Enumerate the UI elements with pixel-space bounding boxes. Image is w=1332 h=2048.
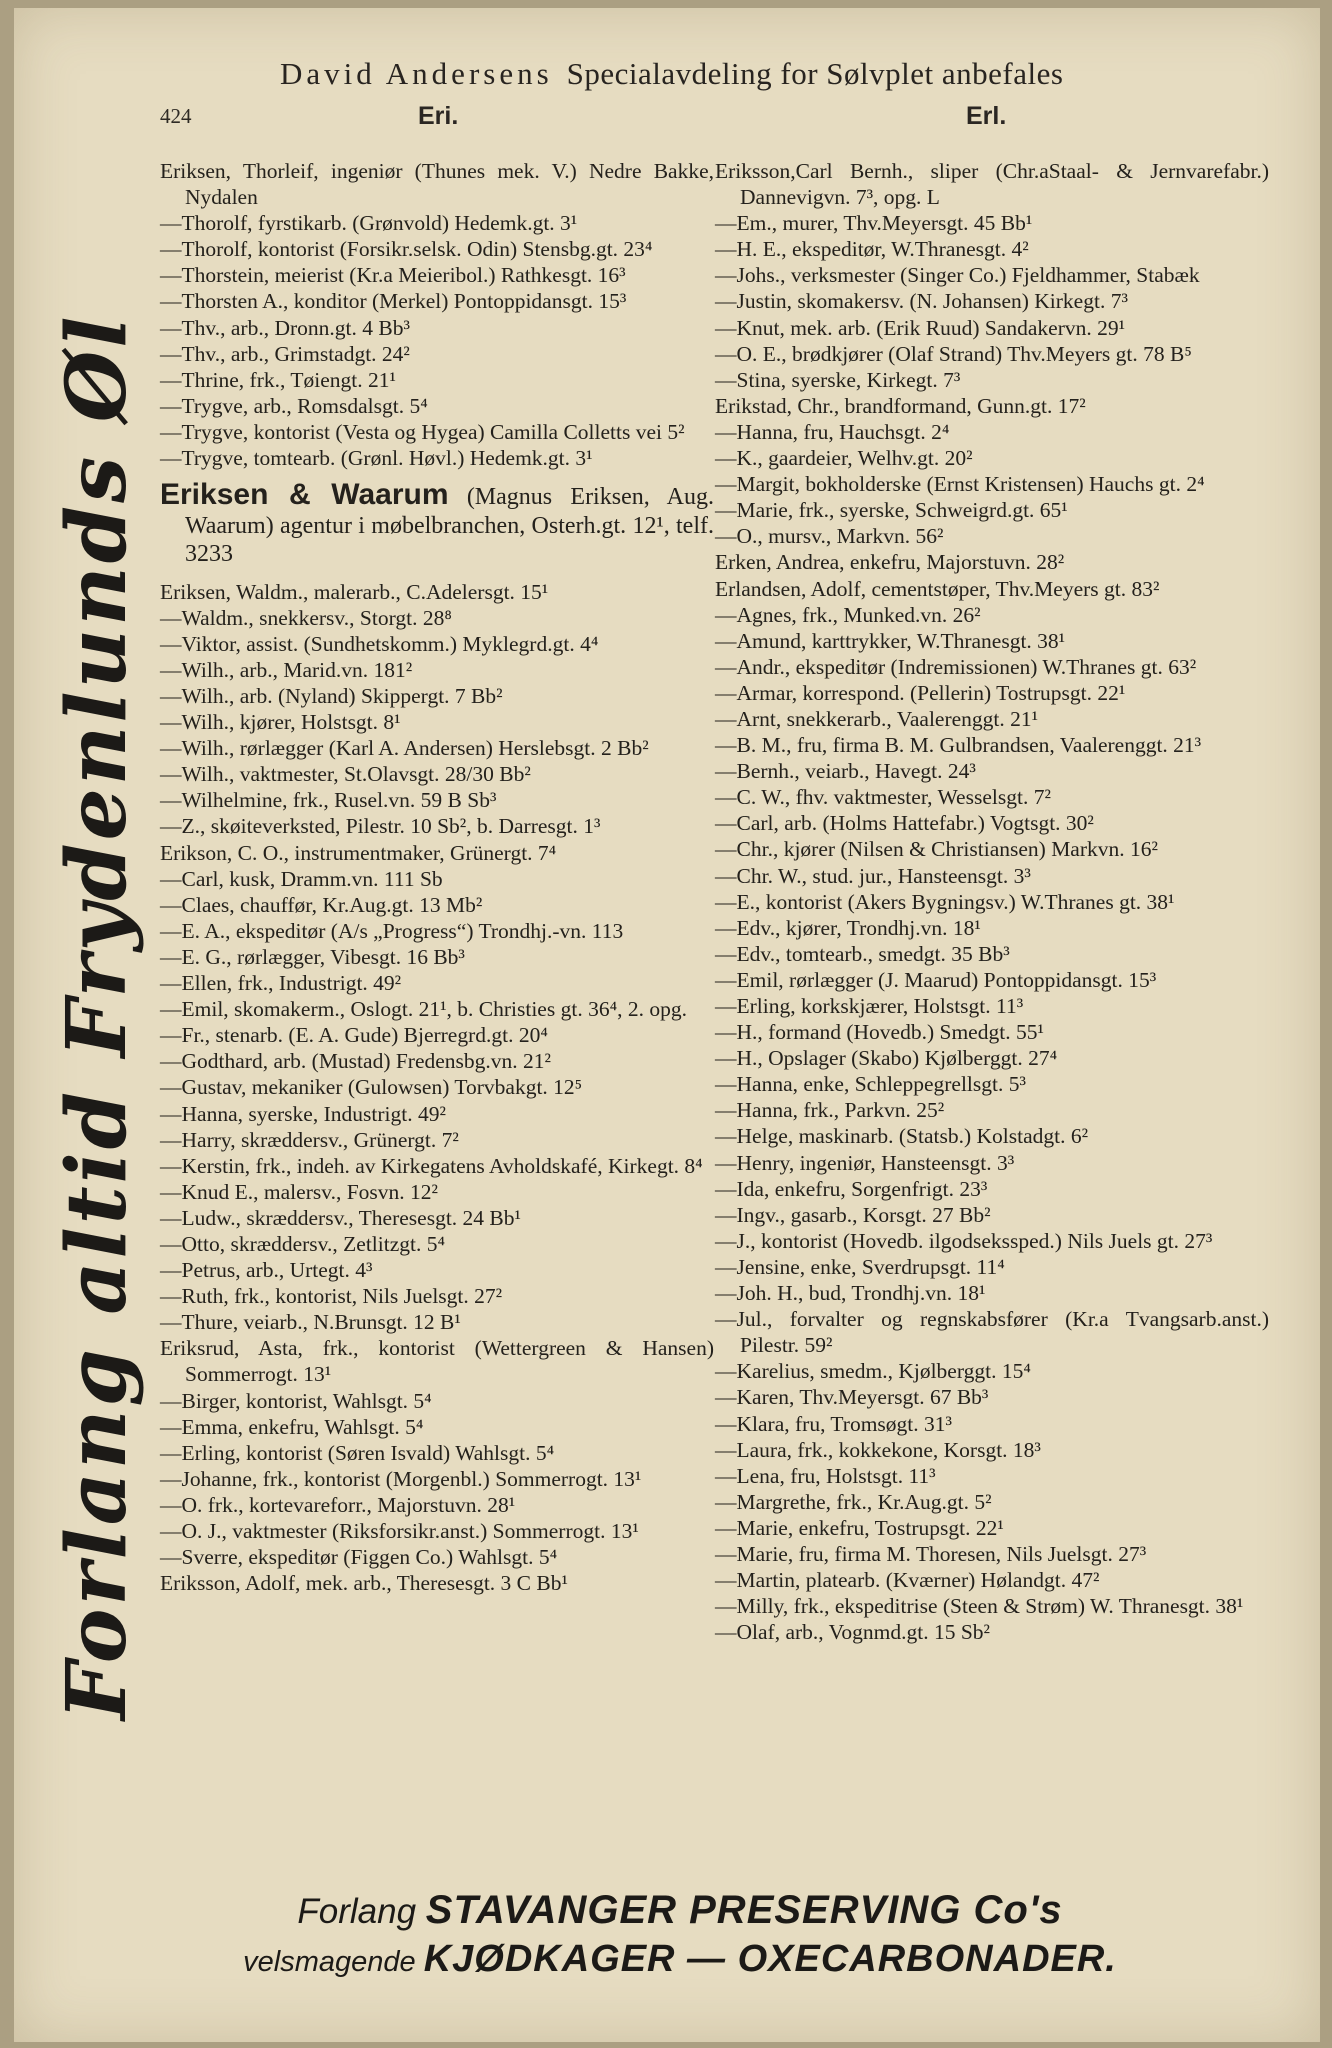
directory-entry: —Wilh., rørlægger (Karl A. Andersen) Herslebsgt. 2 Bb²: [160, 736, 649, 761]
directory-entry: —Milly, frk., ekspeditrise (Steen & Strøm) W. Thranesgt. 38¹: [715, 1594, 1244, 1619]
directory-entry: —Erling, korkskjærer, Holstsgt. 11³: [715, 994, 1024, 1018]
directory-entry: —Kerstin, frk., indeh. av Kirkegatens Avholdskafé, Kirkegt. 8⁴: [160, 1153, 703, 1178]
directory-entry: —Claes, chauffør, Kr.Aug.gt. 13 Mb²: [160, 892, 483, 917]
directory-entry: —Petrus, arb., Urtegt. 4³: [160, 1258, 373, 1283]
directory-entry: —Wilh., arb., Marid.vn. 181²: [160, 657, 413, 682]
directory-entry: —Karen, Thv.Meyersgt. 67 Bb³: [715, 1385, 989, 1410]
directory-entry: —Otto, skræddersv., Zetlitzgt. 5⁴: [160, 1231, 445, 1256]
directory-entry: —Ruth, frk., kontorist, Nils Juelsgt. 27²: [160, 1284, 503, 1309]
directory-entry: —J., kontorist (Hovedb. ilgodsekssped.) Nils Juels gt. 27³: [715, 1228, 1213, 1253]
bottom-ad-line-1: [200, 1888, 1160, 1933]
directory-entry: Eriksen, Thorleif, ingeniør (Thunes mek. V.) Nedre Bakke, Nydalen: [160, 159, 714, 210]
bottom-ad-brand: STAVANGER PRESERVING Co's: [425, 1888, 1063, 1932]
directory-entry: —Viktor, assist. (Sundhetskomm.) Myklegrd.gt. 4⁴: [160, 631, 599, 656]
directory-entry: —Klara, fru, Tromsøgt. 31³: [715, 1411, 952, 1436]
directory-entry: —Agnes, frk., Munked.vn. 26²: [715, 602, 981, 627]
left-entries-group-a: [160, 158, 714, 471]
directory-entry: —Emma, enkefru, Wahlsgt. 5⁴: [160, 1414, 424, 1439]
directory-entry: —Thorsten A., konditor (Merkel) Pontoppidansgt. 15³: [160, 289, 627, 314]
directory-entry: —Emil, rørlægger (J. Maarud) Pontoppidansgt. 15³: [715, 967, 1157, 992]
directory-entry: —Em., murer, Thv.Meyersgt. 45 Bb¹: [715, 211, 1033, 236]
directory-entry: —O. J., vaktmester (Riksforsikr.anst.) Sommerrogt. 13¹: [160, 1519, 639, 1543]
directory-entry: Eriksson, Adolf, mek. arb., Theresesgt. 3 C Bb¹: [160, 1571, 568, 1596]
directory-entry: —Gustav, mekaniker (Gulowsen) Torvbakgt. 12⁵: [160, 1075, 583, 1100]
directory-entry: Erken, Andrea, enkefru, Majorstuvn. 28²: [715, 550, 1065, 575]
directory-entry: —Harry, skræddersv., Grünergt. 7²: [160, 1127, 459, 1152]
running-head-name: David Andersens: [280, 56, 553, 91]
directory-entry: —O. E., brødkjører (Olaf Strand) Thv.Meyers gt. 78 B⁵: [715, 341, 1192, 366]
directory-entry: —Thure, veiarb., N.Brunsgt. 12 B¹: [160, 1310, 461, 1335]
firm-entry: [160, 478, 715, 569]
left-column: [160, 158, 714, 1596]
directory-entry: —Hanna, fru, Hauchsgt. 2⁴: [715, 419, 950, 444]
directory-entry: —B. M., fru, firma B. M. Gulbrandsen, Vaalerenggt. 21³: [715, 733, 1202, 758]
directory-entry: —Chr., kjører (Nilsen & Christiansen) Markvn. 16²: [715, 837, 1158, 862]
directory-entry: Erikstad, Chr., brandformand, Gunn.gt. 17²: [715, 393, 1086, 418]
bottom-ad-line-2: [200, 1938, 1160, 1981]
directory-entry: —Erling, kontorist (Søren Isvald) Wahlsgt. 5⁴: [160, 1440, 555, 1465]
running-head: [280, 56, 1280, 92]
directory-entry: —E. A., ekspeditør (A/s „Progress“) Trondhj.-vn. 113: [160, 918, 624, 943]
directory-entry: —Wilh., kjører, Holstsgt. 8¹: [160, 710, 401, 735]
directory-entry: —Hanna, enke, Schleppegrellsgt. 5³: [715, 1072, 1026, 1097]
directory-entry: —Olaf, arb., Vognmd.gt. 15 Sb²: [715, 1620, 990, 1645]
directory-entry: —Birger, kontorist, Wahlsgt. 5⁴: [160, 1388, 432, 1413]
directory-entry: —Sverre, ekspeditør (Figgen Co.) Wahlsgt. 5⁴: [160, 1545, 558, 1570]
guide-word-left: Eri.: [418, 102, 459, 130]
directory-entry: —Jensine, enke, Sverdrupsgt. 11⁴: [715, 1254, 1005, 1279]
directory-entry: —Martin, platearb. (Kværner) Hølandgt. 47²: [715, 1568, 1100, 1593]
page-number: 424: [160, 104, 192, 128]
right-entries: [715, 158, 1269, 1645]
directory-entry: —H., formand (Hovedb.) Smedgt. 55¹: [715, 1020, 1044, 1045]
firm-name: Eriksen & Waarum: [160, 478, 449, 512]
bottom-ad-prefix-2: velsmagende: [243, 1946, 416, 1978]
directory-entry: —Helge, maskinarb. (Statsb.) Kolstadgt. 6²: [715, 1124, 1089, 1149]
directory-entry: —Armar, korrespond. (Pellerin) Tostrupsgt. 22¹: [715, 680, 1126, 705]
firm-details: (Magnus Eriksen, Aug. Waarum) agentur i møbelbranchen, Osterh.gt. 12¹, telf. 3233: [185, 484, 715, 568]
directory-entry: —Thv., arb., Dronn.gt. 4 Bb³: [160, 315, 410, 340]
directory-entry: —Margrethe, frk., Kr.Aug.gt. 5²: [715, 1489, 992, 1514]
directory-entry: —Jul., forvalter og regnskabsfører (Kr.a Tvangsarb.anst.) Pilestr. 59²: [715, 1307, 1269, 1358]
running-head-rest: Specialavdeling for Sølvplet anbefales: [566, 56, 1064, 91]
directory-entry: —K., gaardeier, Welhv.gt. 20²: [715, 446, 973, 471]
directory-entry: —Joh. H., bud, Trondhj.vn. 18¹: [715, 1281, 986, 1306]
directory-entry: —Hanna, frk., Parkvn. 25²: [715, 1098, 945, 1123]
directory-entry: —E. G., rørlægger, Vibesgt. 16 Bb³: [160, 944, 465, 969]
directory-entry: Erikson, C. O., instrumentmaker, Grünergt. 7⁴: [160, 840, 557, 865]
directory-entry: —Johanne, frk., kontorist (Morgenbl.) Sommerrogt. 13¹: [160, 1466, 642, 1491]
directory-entry: —Trygve, tomtearb. (Grønl. Høvl.) Hedemk.gt. 3¹: [160, 446, 593, 471]
directory-entry: —Henry, ingeniør, Hansteensgt. 3³: [715, 1150, 1015, 1175]
directory-entry: —Arnt, snekkerarb., Vaalerenggt. 21¹: [715, 706, 1039, 731]
directory-entry: Eriksson,Carl Bernh., sliper (Chr.aStaal- & Jernvarefabr.) Dannevigvn. 7³, opg. L: [715, 159, 1269, 210]
directory-entry: —H. E., ekspeditør, W.Thranesgt. 4²: [715, 237, 1029, 262]
directory-entry: Eriksen, Waldm., malerarb., C.Adelersgt. 15¹: [160, 579, 549, 604]
directory-entry: —Trygve, arb., Romsdalsgt. 5⁴: [160, 393, 428, 418]
directory-entry: —Wilh., vaktmester, St.Olavsgt. 28/30 Bb²: [160, 762, 531, 787]
directory-entry: —Godthard, arb. (Mustad) Fredensbg.vn. 21²: [160, 1049, 551, 1074]
directory-entry: —Trygve, kontorist (Vesta og Hygea) Camilla Colletts vei 5²: [160, 419, 685, 444]
directory-entry: —Carl, kusk, Dramm.vn. 111 Sb: [160, 866, 443, 891]
directory-entry: —O., mursv., Markvn. 56²: [715, 524, 944, 549]
directory-entry: Eriksrud, Asta, frk., kontorist (Wettergreen & Hansen) Sommerrogt. 13¹: [160, 1336, 714, 1387]
directory-entry: —Thrine, frk., Tøiengt. 21¹: [160, 367, 396, 392]
directory-entry: —Lena, fru, Holstsgt. 11³: [715, 1463, 936, 1488]
directory-entry: —Wilh., arb. (Nyland) Skippergt. 7 Bb²: [160, 684, 503, 708]
directory-entry: —Marie, fru, firma M. Thoresen, Nils Juelsgt. 27³: [715, 1541, 1147, 1566]
directory-entry: —Waldm., snekkersv., Storgt. 28⁸: [160, 605, 452, 630]
directory-entry: —Johs., verksmester (Singer Co.) Fjeldhammer, Stabæk: [715, 263, 1200, 288]
side-advertisement: Forlang altid Frydenlunds Øl: [49, 313, 145, 1720]
directory-entry: —Ellen, frk., Industrigt. 49²: [160, 971, 402, 996]
directory-entry: —C. W., fhv. vaktmester, Wesselsgt. 7²: [715, 785, 1051, 810]
directory-entry: —Wilhelmine, frk., Rusel.vn. 59 B Sb³: [160, 788, 497, 813]
directory-entry: —Ingv., gasarb., Korsgt. 27 Bb²: [715, 1202, 991, 1227]
directory-entry: —Justin, skomakersv. (N. Johansen) Kirkegt. 7³: [715, 289, 1128, 314]
directory-entry: —Carl, arb. (Holms Hattefabr.) Vogtsgt. 30²: [715, 811, 1094, 836]
directory-entry: —Hanna, syerske, Industrigt. 49²: [160, 1101, 446, 1126]
directory-entry: —Karelius, smedm., Kjølberggt. 15⁴: [715, 1359, 1031, 1384]
directory-entry: —Ida, enkefru, Sorgenfrigt. 23³: [715, 1176, 988, 1201]
guide-word-right: Erl.: [966, 102, 1007, 130]
directory-entry: —Marie, frk., syerske, Schweigrd.gt. 65¹: [715, 498, 1068, 523]
directory-entry: —Knut, mek. arb. (Erik Ruud) Sandakervn. 29¹: [715, 315, 1126, 340]
directory-entry: —Amund, karttrykker, W.Thranesgt. 38¹: [715, 628, 1066, 653]
directory-entry: —Thv., arb., Grimstadgt. 24²: [160, 341, 410, 366]
directory-entry: —Bernh., veiarb., Havegt. 24³: [715, 759, 976, 784]
right-column: [715, 158, 1269, 1645]
directory-entry: —Edv., kjører, Trondhj.vn. 18¹: [715, 915, 981, 940]
directory-entry: —Laura, frk., kokkekone, Korsgt. 18³: [715, 1437, 1041, 1462]
left-entries-group-b: [160, 579, 714, 1597]
bottom-ad-products: KJØDKAGER — OXECARBONADER.: [423, 1938, 1117, 1980]
directory-entry: —Thorstein, meierist (Kr.a Meieribol.) Rathkesgt. 16³: [160, 263, 626, 288]
directory-entry: —Knud E., malersv., Fosvn. 12²: [160, 1179, 438, 1204]
directory-entry: —Emil, skomakerm., Oslogt. 21¹, b. Christies gt. 36⁴, 2. opg.: [160, 997, 687, 1022]
directory-entry: Erlandsen, Adolf, cementstøper, Thv.Meyers gt. 83²: [715, 576, 1160, 601]
directory-entry: —Edv., tomtearb., smedgt. 35 Bb³: [715, 941, 1010, 966]
directory-entry: —Chr. W., stud. jur., Hansteensgt. 3³: [715, 863, 1031, 888]
bottom-ad-prefix-1: Forlang: [297, 1892, 417, 1931]
directory-entry: —Fr., stenarb. (E. A. Gude) Bjerregrd.gt. 20⁴: [160, 1023, 548, 1048]
directory-entry: —Thorolf, fyrstikarb. (Grønvold) Hedemk.gt. 3¹: [160, 211, 578, 236]
directory-entry: —Marie, enkefru, Tostrupsgt. 22¹: [715, 1515, 1004, 1540]
directory-entry: —E., kontorist (Akers Bygningsv.) W.Thranes gt. 38¹: [715, 889, 1175, 914]
directory-entry: —Stina, syerske, Kirkegt. 7³: [715, 367, 961, 392]
directory-entry: —Thorolf, kontorist (Forsikr.selsk. Odin) Stensbg.gt. 23⁴: [160, 237, 653, 262]
directory-entry: —Andr., ekspeditør (Indremissionen) W.Thranes gt. 63²: [715, 654, 1197, 679]
directory-entry: —O. frk., kortevareforr., Majorstuvn. 28¹: [160, 1492, 516, 1517]
directory-entry: —Z., skøiteverksted, Pilestr. 10 Sb², b. Darresgt. 1³: [160, 814, 601, 839]
directory-entry: —H., Opslager (Skabo) Kjølberggt. 27⁴: [715, 1046, 1058, 1071]
directory-entry: —Margit, bokholderske (Ernst Kristensen) Hauchs gt. 2⁴: [715, 472, 1205, 497]
directory-entry: —Ludw., skræddersv., Theresesgt. 24 Bb¹: [160, 1205, 521, 1230]
